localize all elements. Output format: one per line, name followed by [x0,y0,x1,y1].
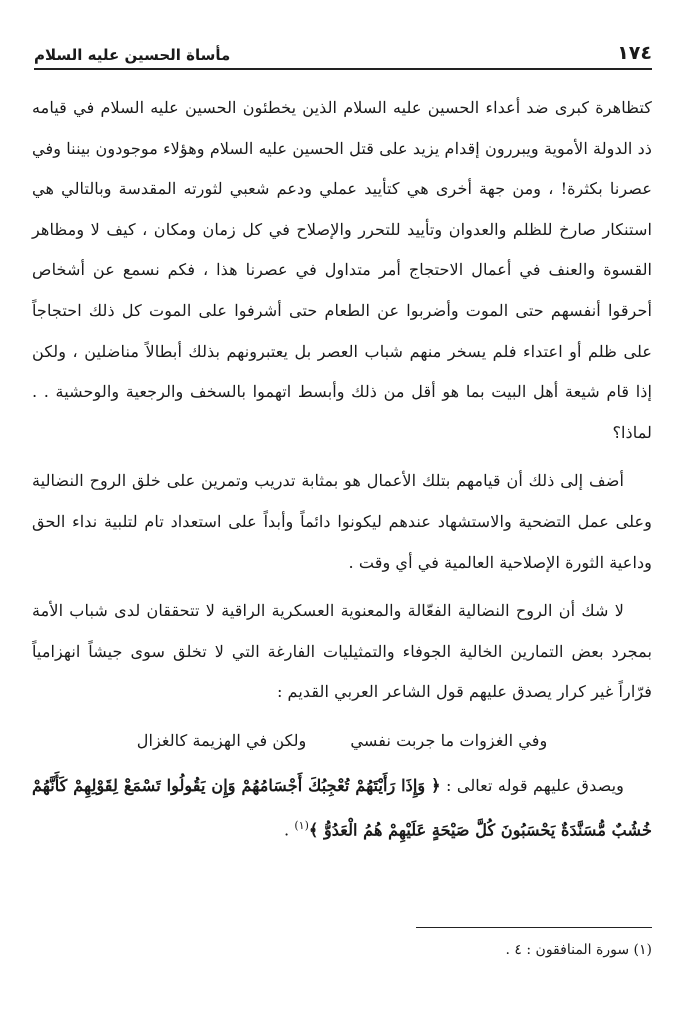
page-number: ١٧٤ [617,42,652,64]
footnote-divider [416,927,652,928]
paragraph-3: لا شك أن الروح النضالية الفعّالة والمعنوية العسكرية الراقية لا تتحققان لدى شباب الأمة بمجرد بعض التمارين الخالية الجوفاء والتمثيليات الفارغة التي لا تخلق سوى جيشاً انهزامياً فرّاراً غير كرار يصدق عليهم قول الشاعر العربي القديم : [32,601,652,702]
quran-verse: ﴿ وَإِذَا رَأَيْتَهُمْ تُعْجِبُكَ أَجْسَامُهُمْ وَإِن يَقُولُوا تَسْمَعْ لِقَوْلِهِمْ كَأَنَّهُمْ خُشُبٌ مُّسَنَّدَةٌ يَحْسَبُونَ كُلَّ صَيْحَةٍ عَلَيْهِمْ هُمُ الْعَدُوُّ ﴾ [32,775,652,840]
closing-period: . [284,820,295,840]
verse-second-hemistich: ولكن في الهزيمة كالغزال [136,730,307,750]
footnote-reference[interactable]: (١) [294,819,309,833]
paragraph-1: كتظاهرة كبرى ضد أعداء الحسين عليه السلام الذين يخطئون الحسين عليه السلام في قيامه ذد الدولة الأموية ويبررون إقدام يزيد على قتل الحسين عليه السلام وهؤلاء موجودون بيننا وفي عصرنا بكثرة! ، ومن جهة أخرى هي كتأييد عملي ودعم شعبي لثورته المقدسة وبالتالي هي استنكار صارخ للظلم والعدوان وتأييد للتحرر والإصلاح في كل زمان ومكان ، كيف لا ومظاهر القسوة والعنف في أعمال الاحتجاج أمر متداول في عصرنا هذا ، فكم نسمع عن أشخاص أحرقوا أنفسهم حتى الموت وأضربوا عن الطعام حتى أشرفوا على الموت كل ذلك احتجاجاً على ظلم أو اعتداء فلم يسخر منهم شباب العصر بل يعتبرونهم بذلك أبطالاً مناضلين ، ولكن إذا قام شيعة أهل البيت بما هو أقل من ذلك وأبسط اتهموا بالسخف والرجعية والوحشية . . لماذا؟ [32,98,652,442]
paragraph-2: أضف إلى ذلك أن قيامهم بتلك الأعمال هو بمثابة تدريب وتمرين على خلق الروح النضالية وعلى عمل التضحية والاستشهاد عندهم ليكونوا دائماً وأبداً على استعداد تام لتلبية نداء الحق وداعية الثورة الإصلاحية العالمية في أي وقت . [32,471,652,572]
body-text [32,88,652,859]
footnote-1: (١) سورة المنافقون : ٤ . [505,942,652,958]
running-title: مأساة الحسين عليه السلام [34,46,231,64]
poem-verse [32,721,652,762]
quran-lead: ويصدق عليهم قوله تعالى : [445,775,624,795]
verse-first-hemistich: وفي الغزوات ما جربت نفسي [350,730,548,750]
page-header [34,30,652,70]
quran-paragraph [32,766,652,852]
